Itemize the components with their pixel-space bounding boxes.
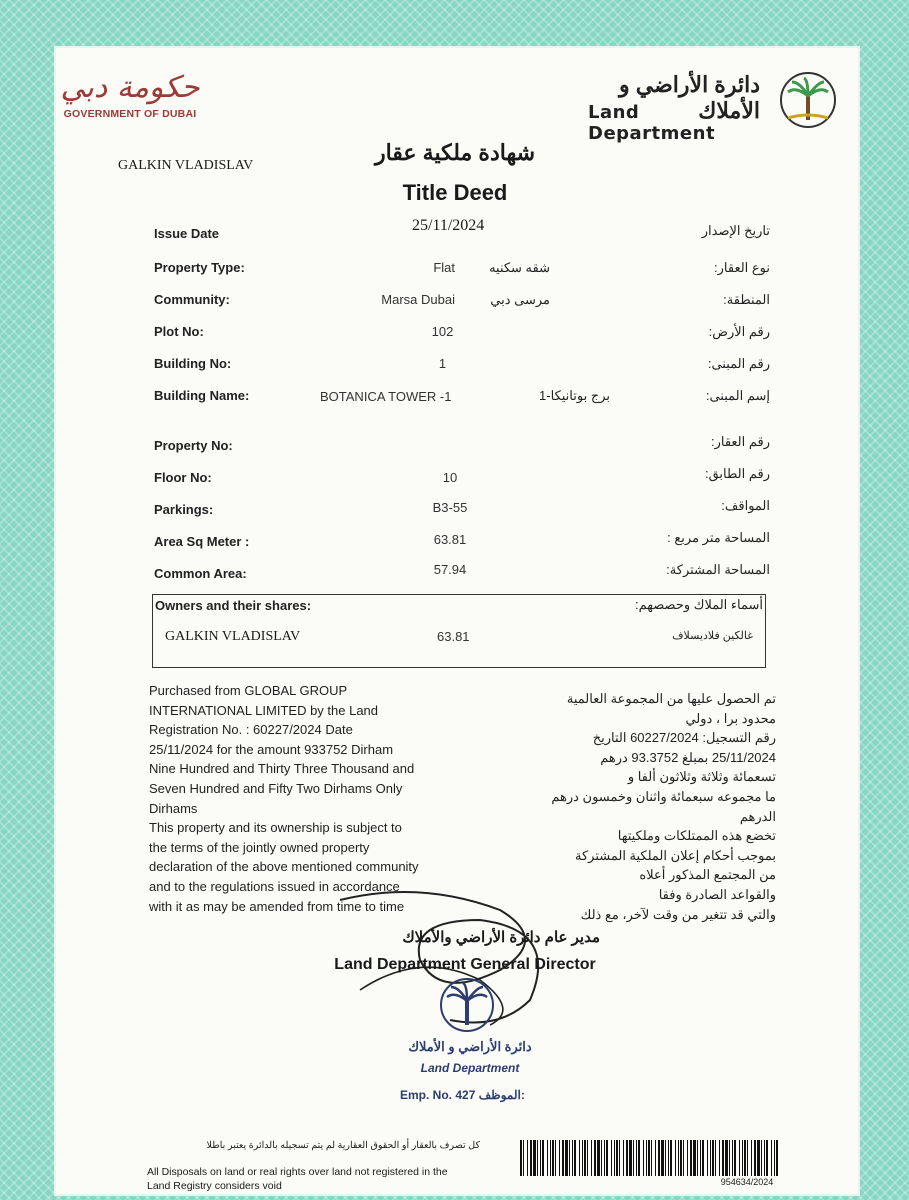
field-label-issue-date: Issue Date xyxy=(154,226,220,241)
barcode-bar xyxy=(604,1140,605,1176)
field-label-plot-no: Plot No: xyxy=(154,324,204,339)
barcode-bar xyxy=(619,1140,620,1176)
field-value-property-type: Flat xyxy=(433,260,455,275)
owners-label-ar: أسماء الملاك وحصصهم: xyxy=(635,597,763,612)
barcode-bar xyxy=(680,1140,682,1176)
field-label-ar-building-name: إسم المبنى: xyxy=(705,388,770,403)
barcode-bar xyxy=(668,1140,669,1176)
barcode-bar xyxy=(719,1140,720,1176)
barcode-bar xyxy=(527,1140,528,1176)
para-en-line: Nine Hundred and Thirty Three Thousand and xyxy=(149,761,415,777)
barcode-bar xyxy=(739,1140,740,1176)
emp-number-row xyxy=(400,1088,525,1102)
para-en-line: Purchased from GLOBAL GROUP xyxy=(149,683,348,698)
barcode-bar xyxy=(675,1140,676,1176)
barcode-bar xyxy=(552,1140,554,1176)
barcode-bar xyxy=(646,1140,647,1176)
barcode-bar xyxy=(601,1140,602,1176)
field-value-common-area: 57.94 xyxy=(433,562,467,577)
owner-share: 63.81 xyxy=(437,629,470,644)
barcode-bar xyxy=(523,1140,524,1176)
stamp-palm-icon xyxy=(437,975,497,1035)
field-label-ar-area-sq-meter: المساحة متر مربع : xyxy=(667,530,770,545)
barcode-bar xyxy=(597,1140,600,1176)
ld-arabic-text: دائرة الأراضي و الأملاك xyxy=(619,72,760,123)
para-en-line: Seven Hundred and Fifty Two Dirhams Only xyxy=(149,780,403,796)
barcode-bar xyxy=(636,1140,637,1176)
barcode-bar xyxy=(670,1140,672,1176)
gov-english-text: GOVERNMENT OF DUBAI xyxy=(63,108,197,120)
barcode-bar xyxy=(734,1140,736,1176)
barcode-bar xyxy=(547,1140,548,1176)
barcode-bar xyxy=(707,1140,708,1176)
barcode-bar xyxy=(584,1140,586,1176)
barcode-bar xyxy=(542,1140,544,1176)
barcode-bar xyxy=(678,1140,679,1176)
barcode-bar xyxy=(651,1140,652,1176)
barcode-bar xyxy=(697,1140,698,1176)
barcode-bar xyxy=(665,1140,666,1176)
field-label-ar-building-no: رقم المبنى: xyxy=(707,356,770,371)
barcode-bar xyxy=(702,1140,704,1176)
barcode-bar xyxy=(655,1140,656,1176)
barcode-bar xyxy=(559,1140,560,1176)
para-en-line: Registration No. : 60227/2024 Date xyxy=(149,722,353,738)
barcode-bar xyxy=(540,1140,541,1176)
field-label-property-type: Property Type: xyxy=(154,260,245,275)
barcode-bar xyxy=(690,1140,692,1176)
field-value-ar-property-type: شقه سكنيه xyxy=(489,260,550,275)
barcode-bar xyxy=(742,1140,743,1176)
disclaimer-line-2: Land Registry considers void xyxy=(147,1180,282,1192)
barcode-bar xyxy=(582,1140,583,1176)
field-value-plot-no: 102 xyxy=(431,324,454,339)
para-ar-line: تخضع هذه الممتلكات وملكيتها xyxy=(617,828,776,844)
barcode-bar xyxy=(520,1140,522,1176)
barcode-bar xyxy=(555,1140,556,1176)
barcode-bar xyxy=(712,1140,714,1176)
barcode-number: 954634/2024 xyxy=(720,1177,774,1187)
field-value-issue-date: 25/11/2024 xyxy=(412,217,485,234)
barcode-bar xyxy=(725,1140,728,1176)
barcode-bar xyxy=(626,1140,628,1176)
para-en-line: This property and its ownership is subject to xyxy=(149,820,402,836)
barcode-bar xyxy=(764,1140,765,1176)
emp-label-ar: الموظف: xyxy=(478,1088,525,1102)
para-ar-line: تم الحصول عليها من المجموعة العالمية xyxy=(566,691,776,706)
barcode-bar xyxy=(616,1140,618,1176)
barcode-bar xyxy=(638,1140,640,1176)
barcode-bar xyxy=(633,1140,634,1176)
field-label-ar-property-no: رقم العقار: xyxy=(710,434,770,449)
barcode-bar xyxy=(591,1140,592,1176)
field-label-ar-property-type: نوع العقار: xyxy=(714,260,770,275)
field-label-ar-parkings: المواقف: xyxy=(721,498,770,513)
gov-arabic-text: حكومة دبي xyxy=(60,70,200,105)
barcode-bar xyxy=(629,1140,632,1176)
para-en-line: and to the regulations issued in accordance xyxy=(149,878,400,894)
para-en-line: Dirhams xyxy=(149,800,198,816)
barcode-bar xyxy=(658,1140,660,1176)
barcode-bar xyxy=(594,1140,596,1176)
barcode-bar xyxy=(550,1140,551,1176)
para-ar-line: والقواعد الصادرة وفقا xyxy=(658,886,776,902)
barcode-bar xyxy=(606,1140,608,1176)
ld-english-text: Land Department xyxy=(588,102,716,144)
para-en-line: with it as may be amended from time to time xyxy=(149,898,405,914)
para-en-line: 25/11/2024 for the amount 933752 Dirham xyxy=(149,741,394,757)
barcode-bar xyxy=(747,1140,748,1176)
director-title-arabic: مدير عام دائرة الأراضي والأملاك xyxy=(402,929,600,946)
barcode-bar xyxy=(751,1140,752,1176)
barcode-bar xyxy=(700,1140,701,1176)
para-ar-line: ما مجموعه سبعمائة واثنان وخمسون درهم xyxy=(551,788,776,804)
field-value-floor-no: 10 xyxy=(442,470,458,485)
disclaimer-arabic: كل تصرف بالعقار أو الحقوق العقارية لم يتم تسجيله بالدائرة يعتبر باطلا xyxy=(206,1140,480,1151)
field-label-community: Community: xyxy=(154,292,230,307)
disclaimer-english xyxy=(147,1165,507,1193)
barcode-bar xyxy=(757,1140,760,1176)
land-department-stamp xyxy=(395,975,545,1095)
field-label-building-no: Building No: xyxy=(154,356,232,371)
barcode-bar xyxy=(574,1140,576,1176)
field-label-common-area: Common Area: xyxy=(154,566,247,581)
barcode xyxy=(520,1140,780,1176)
barcode-bar xyxy=(761,1140,762,1176)
para-en-line: declaration of the above mentioned community xyxy=(149,859,419,875)
barcode-bar xyxy=(744,1140,746,1176)
emp-label: Emp. No. xyxy=(400,1088,453,1102)
barcode-bar xyxy=(533,1140,536,1176)
barcode-bar xyxy=(537,1140,538,1176)
barcode-bar xyxy=(722,1140,724,1176)
field-label-ar-floor-no: رقم الطابق: xyxy=(704,466,770,481)
barcode-bar xyxy=(732,1140,733,1176)
field-label-area-sq-meter: Area Sq Meter : xyxy=(154,534,250,549)
barcode-bar xyxy=(661,1140,664,1176)
owner-name-ar: غالكين فلاديسلاف xyxy=(672,630,753,642)
field-value-area-sq-meter: 63.81 xyxy=(433,532,467,547)
disclaimer-line-1: All Disposals on land or real rights over land not registered in the xyxy=(147,1166,448,1178)
land-department-logo xyxy=(588,70,838,144)
para-en-line: INTERNATIONAL LIMITED by the Land xyxy=(149,702,379,718)
field-label-ar-issue-date: تاريخ الإصدار xyxy=(701,223,770,238)
field-value-building-name: BOTANICA TOWER -1 xyxy=(320,389,452,404)
field-label-ar-plot-no: رقم الأرض: xyxy=(708,324,770,339)
field-label-parkings: Parkings: xyxy=(154,502,214,517)
barcode-bar xyxy=(569,1140,570,1176)
para-ar-line: والتي قد تتغير من وقت لآخر، مع ذلك xyxy=(580,906,776,922)
field-value-building-no: 1 xyxy=(438,356,447,371)
barcode-bar xyxy=(715,1140,716,1176)
barcode-bar xyxy=(614,1140,615,1176)
government-of-dubai-logo xyxy=(60,70,200,120)
barcode-bar xyxy=(693,1140,696,1176)
para-ar-line: من المجتمع المذكور أعلاه xyxy=(639,867,776,883)
barcode-bar xyxy=(579,1140,580,1176)
para-ar-line: محدود برا ، دولي xyxy=(685,710,776,726)
field-value-ar-building-name: برج بوتانيكا-1 xyxy=(539,388,610,403)
owners-shares-box xyxy=(152,594,766,668)
title-arabic: شهادة ملكية عقار xyxy=(374,140,536,165)
para-ar-line: الدرهم xyxy=(739,808,776,824)
title-english: Title Deed xyxy=(402,180,508,205)
barcode-bar xyxy=(766,1140,768,1176)
para-ar-line: رقم التسجيل: 60227/2024 التاريخ xyxy=(592,730,776,746)
field-value-parkings: B3-55 xyxy=(432,500,468,515)
stamp-arabic-text: دائرة الأراضي و الأملاك xyxy=(408,1039,532,1054)
owners-label: Owners and their shares: xyxy=(155,598,312,613)
barcode-bar xyxy=(774,1140,775,1176)
barcode-bar xyxy=(611,1140,612,1176)
barcode-bar xyxy=(623,1140,624,1176)
barcode-bar xyxy=(776,1140,778,1176)
barcode-bar xyxy=(687,1140,688,1176)
owner-name: GALKIN VLADISLAV xyxy=(165,629,301,644)
barcode-bar xyxy=(565,1140,568,1176)
barcode-bar xyxy=(648,1140,650,1176)
field-label-property-no: Property No: xyxy=(154,438,233,453)
field-label-building-name: Building Name: xyxy=(154,388,250,403)
field-label-ar-community: المنطقة: xyxy=(723,292,770,307)
field-label-floor-no: Floor No: xyxy=(154,470,212,485)
field-value-community: Marsa Dubai xyxy=(381,292,455,307)
para-ar-line: 25/11/2024 بمبلغ 93.3752 درهم xyxy=(600,749,776,765)
barcode-bar xyxy=(683,1140,684,1176)
barcode-bar xyxy=(729,1140,730,1176)
barcode-bar xyxy=(572,1140,573,1176)
stamp-english-text: Land Department xyxy=(420,1061,520,1075)
para-en-line: the terms of the jointly owned property xyxy=(149,839,370,855)
barcode-bar xyxy=(530,1140,532,1176)
field-value-ar-community: مرسى دبي xyxy=(490,292,550,307)
barcode-bar xyxy=(771,1140,772,1176)
field-label-ar-common-area: المساحة المشتركة: xyxy=(666,562,770,577)
para-ar-line: بموجب أحكام إعلان الملكية المشتركة xyxy=(574,847,776,863)
barcode-bar xyxy=(562,1140,564,1176)
barcode-bar xyxy=(587,1140,588,1176)
emp-number: 427 xyxy=(455,1088,476,1102)
director-title-english: Land Department General Director xyxy=(334,956,596,973)
barcode-bar xyxy=(643,1140,644,1176)
palm-tree-icon xyxy=(778,70,838,130)
barcode-bar xyxy=(754,1140,756,1176)
owner-name-header: GALKIN VLADISLAV xyxy=(118,158,254,173)
barcode-bar xyxy=(710,1140,711,1176)
para-ar-line: تسعمائة وثلاثة وثلاثون ألفا و xyxy=(627,769,776,785)
